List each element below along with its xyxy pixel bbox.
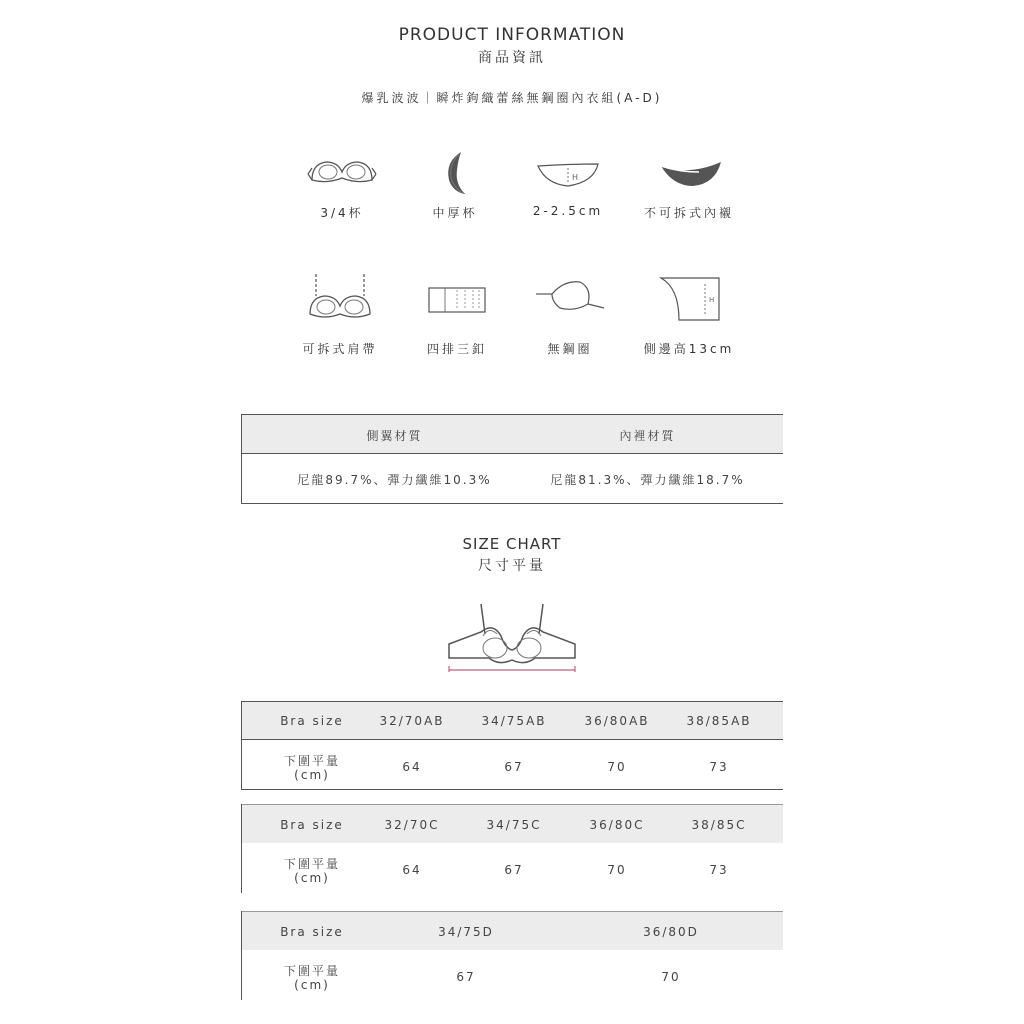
size-cell: 34/75AB [481, 714, 547, 728]
row-label-bra-size: Bra size [280, 714, 344, 728]
feature-label: 中厚杯 [432, 206, 478, 220]
value-cell: 64 [402, 863, 422, 877]
bra-cup-icon [302, 150, 382, 194]
value-cell: 70 [607, 760, 627, 774]
material-value-lining: 尼龍81.3%、彈力纖維18.7% [550, 473, 745, 487]
feature-item [395, 150, 515, 221]
feature-item [629, 270, 749, 357]
material-value-wing: 尼龍89.7%、彈力纖維10.3% [297, 473, 492, 487]
value-cell: 67 [504, 863, 524, 877]
value-cell: 70 [607, 863, 627, 877]
row-label-unit: (cm) [294, 871, 330, 885]
detachable-strap-icon [300, 270, 380, 330]
feature-label: 2-2.5cm [532, 204, 604, 218]
material-header-wing: 側翼材質 [366, 429, 423, 443]
row-label-bra-size: Bra size [280, 925, 344, 939]
row-label-underbust: 下圍平量 [283, 964, 340, 978]
size-cell: 32/70C [384, 818, 440, 832]
size-cell: 32/70AB [379, 714, 445, 728]
size-chart-title: SIZE CHART [462, 535, 562, 553]
page-title: PRODUCT INFORMATION [398, 25, 626, 45]
value-cell: 64 [402, 760, 422, 774]
feature-item [397, 270, 517, 357]
value-cell: 70 [661, 970, 681, 984]
feature-label: 不可拆式內襯 [643, 206, 734, 220]
page-title-zh: 商品資訊 [478, 50, 546, 66]
feature-label: 側邊高13cm [643, 342, 735, 356]
row-label-unit: (cm) [294, 768, 330, 782]
feature-item [280, 270, 400, 357]
feature-item [510, 270, 630, 357]
value-cell: 73 [709, 760, 729, 774]
feature-label: 四排三釦 [426, 342, 487, 356]
size-cell: 38/85AB [686, 714, 752, 728]
row-label-underbust: 下圍平量 [283, 754, 340, 768]
size-cell: 34/75D [438, 925, 494, 939]
feature-item [282, 150, 402, 221]
row-label-underbust: 下圍平量 [283, 857, 340, 871]
row-label-unit: (cm) [294, 978, 330, 992]
pad-insert-icon [649, 150, 729, 194]
product-name: 爆乳波波｜瞬炸鉤織蕾絲無鋼圈內衣組(A-D) [361, 91, 663, 105]
svg-text:H: H [572, 173, 579, 182]
size-cell: 34/75C [486, 818, 542, 832]
feature-item [629, 150, 749, 221]
size-cell: 38/85C [691, 818, 747, 832]
wire-free-icon [530, 270, 610, 330]
size-cell: 36/80AB [584, 714, 650, 728]
material-header-lining: 內裡材質 [619, 429, 676, 443]
size-cell: 36/80D [643, 925, 699, 939]
pad-height-icon [528, 150, 608, 194]
value-cell: 67 [504, 760, 524, 774]
feature-label: 可拆式肩帶 [302, 342, 378, 356]
cup-thickness-icon [415, 150, 495, 194]
feature-label: 3/4杯 [320, 206, 364, 220]
value-cell: 73 [709, 863, 729, 877]
row-label-bra-size: Bra size [280, 818, 344, 832]
size-chart-title-zh: 尺寸平量 [478, 558, 546, 574]
feature-item [508, 150, 628, 218]
side-height-icon [649, 270, 729, 330]
hook-closure-icon [417, 270, 497, 330]
feature-label: 無鋼圈 [547, 342, 593, 356]
size-cell: 36/80C [589, 818, 645, 832]
svg-text:H: H [709, 296, 715, 304]
bra-illustration-icon [445, 600, 579, 674]
value-cell: 67 [456, 970, 476, 984]
